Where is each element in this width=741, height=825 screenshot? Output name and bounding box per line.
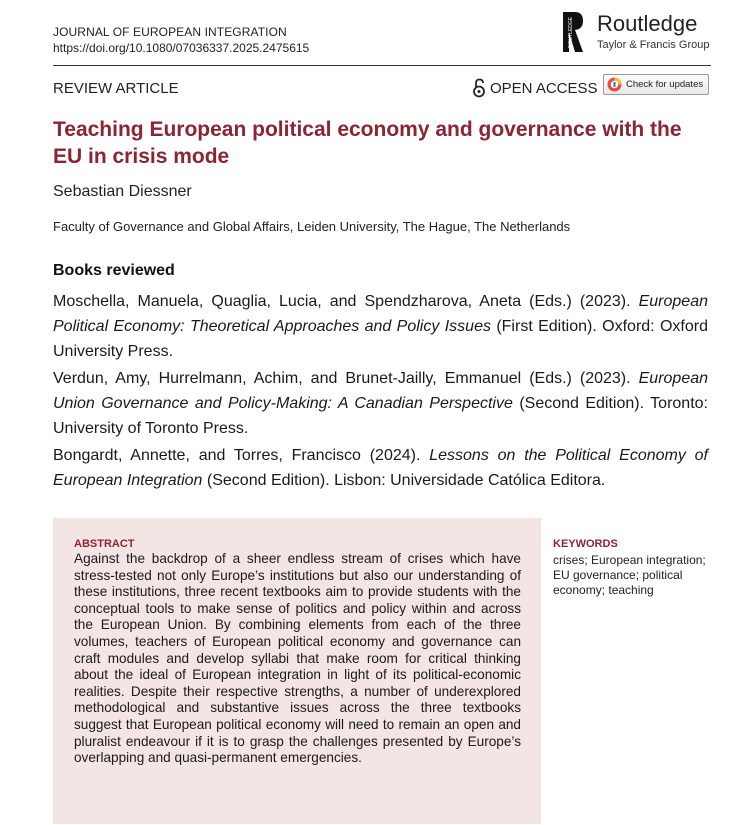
open-access-lock-icon — [472, 78, 486, 98]
logo-spine-text: ROUTLEDGE — [568, 16, 574, 48]
check-for-updates-button[interactable] — [603, 74, 709, 95]
book-title: European Union Governance and Policy-Making: A Canadian Perspective — [53, 370, 709, 412]
crossmark-icon — [607, 77, 622, 92]
book-authors: Moschella, Manuela, Quaglia, Lucia, and Spendzharova, Aneta (Eds.) (2023). — [53, 293, 631, 310]
check-for-updates-label: Check for updates — [626, 79, 704, 90]
header-divider — [53, 65, 711, 66]
book-details: (First Edition). Oxford: Oxford University Press. — [53, 318, 708, 360]
keywords-list: crises; European integration; EU governance; political economy; teaching — [553, 553, 706, 597]
open-access-label — [472, 78, 598, 98]
publisher-subtitle: Taylor & Francis Group — [597, 39, 710, 51]
journal-name: JOURNAL OF EUROPEAN INTEGRATION — [53, 25, 287, 39]
book-entry — [53, 289, 708, 364]
routledge-spine-icon — [561, 10, 587, 54]
book-details: (Second Edition). Lisbon: Universidade Católica Editora. — [206, 472, 606, 489]
book-entry — [53, 443, 708, 493]
books-reviewed-heading: Books reviewed — [53, 262, 175, 279]
keywords-heading: KEYWORDS — [553, 538, 618, 550]
book-authors: Verdun, Amy, Hurrelmann, Achim, and Brunet-Jailly, Emmanuel (Eds.) (2023). — [53, 370, 631, 387]
abstract-heading: ABSTRACT — [74, 538, 135, 550]
article-title: Teaching European political economy and governance with the EU in crisis mode — [53, 118, 682, 168]
book-authors: Bongardt, Annette, and Torres, Francisco (2024). — [53, 447, 421, 464]
author-name[interactable]: Sebastian Diessner — [53, 183, 192, 200]
book-title: European Political Economy: Theoretical Approaches and Policy Issues — [53, 293, 708, 335]
abstract-text: Against the backdrop of a sheer endless stream of crises which have stress-tested not only Europe’s institutions but also our understanding of these institutions, three recent textbooks aim to provide students with the conceptual tools to make sense of politics and policy within and across the European Union. By combining elements from each of the three volumes, teachers of European political economy and governance can craft modules and develop syllabi that make room for critical thinking about the ideal of European integration in light of its political-economic realities. Despite their respective strengths, a number of underexplored methodological and substantive issues across the three textbooks suggest that European political economy will need to remain an open and pluralist endeavour if it is to grasp the challenges presented by Europe’s overlapping and quasi-permanent emergencies. — [74, 551, 521, 766]
doi-link[interactable]: https://doi.org/10.1080/07036337.2025.2475615 — [53, 41, 310, 55]
book-entry — [53, 366, 708, 441]
abstract-box — [53, 518, 541, 824]
publisher-logo[interactable] — [561, 10, 721, 56]
article-type: REVIEW ARTICLE — [53, 80, 179, 97]
open-access-text: OPEN ACCESS — [490, 79, 598, 97]
book-details: (Second Edition). Toronto: University of Toronto Press. — [53, 395, 708, 437]
book-title: Lessons on the Political Economy of European Integration — [53, 447, 708, 489]
author-affiliation: Faculty of Governance and Global Affairs, Leiden University, The Hague, The Netherlands — [53, 219, 571, 234]
publisher-name: Routledge — [597, 11, 698, 36]
